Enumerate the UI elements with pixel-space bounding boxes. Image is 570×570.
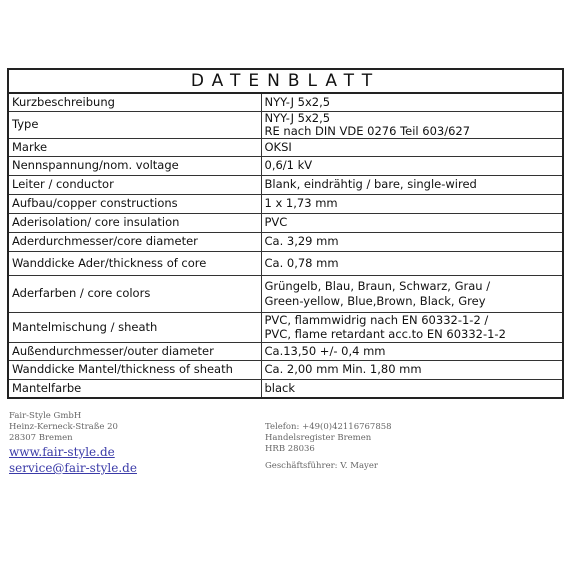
row-label: Aderisolation/ core insulation bbox=[8, 213, 261, 232]
company-register: Handelsregister Bremen bbox=[265, 433, 372, 443]
table-row bbox=[8, 232, 563, 251]
company-city: 28307 Bremen bbox=[9, 433, 73, 443]
company-footer bbox=[9, 411, 561, 491]
table-row bbox=[8, 275, 563, 312]
row-value bbox=[261, 111, 563, 138]
row-label: Wanddicke Ader/thickness of core bbox=[8, 251, 261, 275]
row-value-line1: PVC, flammwidrig nach EN 60332-1-2 / bbox=[264, 312, 489, 327]
row-value: Blank, eindrähtig / bare, single-wired bbox=[261, 175, 563, 194]
row-value: 1 x 1,73 mm bbox=[261, 194, 563, 213]
table-row bbox=[8, 175, 563, 194]
table-row bbox=[8, 312, 563, 342]
row-value: black bbox=[261, 379, 563, 398]
table-row bbox=[8, 111, 563, 138]
datasheet bbox=[7, 68, 562, 399]
table-row bbox=[8, 138, 563, 156]
table-row bbox=[8, 342, 563, 360]
row-value bbox=[261, 275, 563, 312]
datasheet-title: DATENBLATT bbox=[8, 69, 563, 93]
row-value-line1: Grüngelb, Blau, Braun, Schwarz, Grau / bbox=[264, 278, 491, 293]
title-row bbox=[8, 69, 563, 93]
company-name: Fair-Style GmbH bbox=[9, 411, 82, 421]
row-value bbox=[261, 312, 563, 342]
row-value-line2: RE nach DIN VDE 0276 Teil 603/627 bbox=[264, 123, 471, 138]
row-label: Mantelmischung / sheath bbox=[8, 312, 261, 342]
spec-table bbox=[7, 68, 564, 399]
website-link[interactable]: www.fair-style.de bbox=[9, 445, 115, 459]
company-phone: Telefon: +49(0)42116767858 bbox=[265, 422, 392, 432]
table-row bbox=[8, 194, 563, 213]
company-hrb: HRB 28036 bbox=[265, 444, 315, 454]
row-value: PVC bbox=[261, 213, 563, 232]
row-value: Ca. 0,78 mm bbox=[261, 251, 563, 275]
row-label: Type bbox=[8, 111, 261, 138]
row-label: Kurzbeschreibung bbox=[8, 93, 261, 111]
row-value-line1: NYY-J 5x2,5 bbox=[264, 111, 331, 125]
row-label: Aufbau/copper constructions bbox=[8, 194, 261, 213]
footer-registration-block bbox=[265, 411, 392, 472]
row-label: Wanddicke Mantel/thickness of sheath bbox=[8, 360, 261, 379]
company-street: Heinz-Kerneck-Straße 20 bbox=[9, 422, 118, 432]
table-row bbox=[8, 156, 563, 175]
row-value-line2: PVC, flame retardant acc.to EN 60332-1-2 bbox=[264, 326, 506, 341]
row-label: Nennspannung/nom. voltage bbox=[8, 156, 261, 175]
footer-address-block bbox=[9, 411, 137, 476]
email-link[interactable]: service@fair-style.de bbox=[9, 461, 137, 475]
table-row bbox=[8, 251, 563, 275]
row-value: Ca. 3,29 mm bbox=[261, 232, 563, 251]
row-label: Aderdurchmesser/core diameter bbox=[8, 232, 261, 251]
table-row bbox=[8, 213, 563, 232]
row-value: 0,6/1 kV bbox=[261, 156, 563, 175]
company-director: Geschäftsführer: V. Mayer bbox=[265, 461, 378, 471]
table-row bbox=[8, 379, 563, 398]
row-value: NYY-J 5x2,5 bbox=[261, 93, 563, 111]
row-label: Aderfarben / core colors bbox=[8, 275, 261, 312]
row-label: Außendurchmesser/outer diameter bbox=[8, 342, 261, 360]
table-row bbox=[8, 93, 563, 111]
table-row bbox=[8, 360, 563, 379]
row-value-line2: Green-yellow, Blue,Brown, Black, Grey bbox=[264, 293, 486, 308]
row-value: OKSI bbox=[261, 138, 563, 156]
row-label: Mantelfarbe bbox=[8, 379, 261, 398]
row-label: Marke bbox=[8, 138, 261, 156]
row-value: Ca.13,50 +/- 0,4 mm bbox=[261, 342, 563, 360]
row-value: Ca. 2,00 mm Min. 1,80 mm bbox=[261, 360, 563, 379]
row-label: Leiter / conductor bbox=[8, 175, 261, 194]
